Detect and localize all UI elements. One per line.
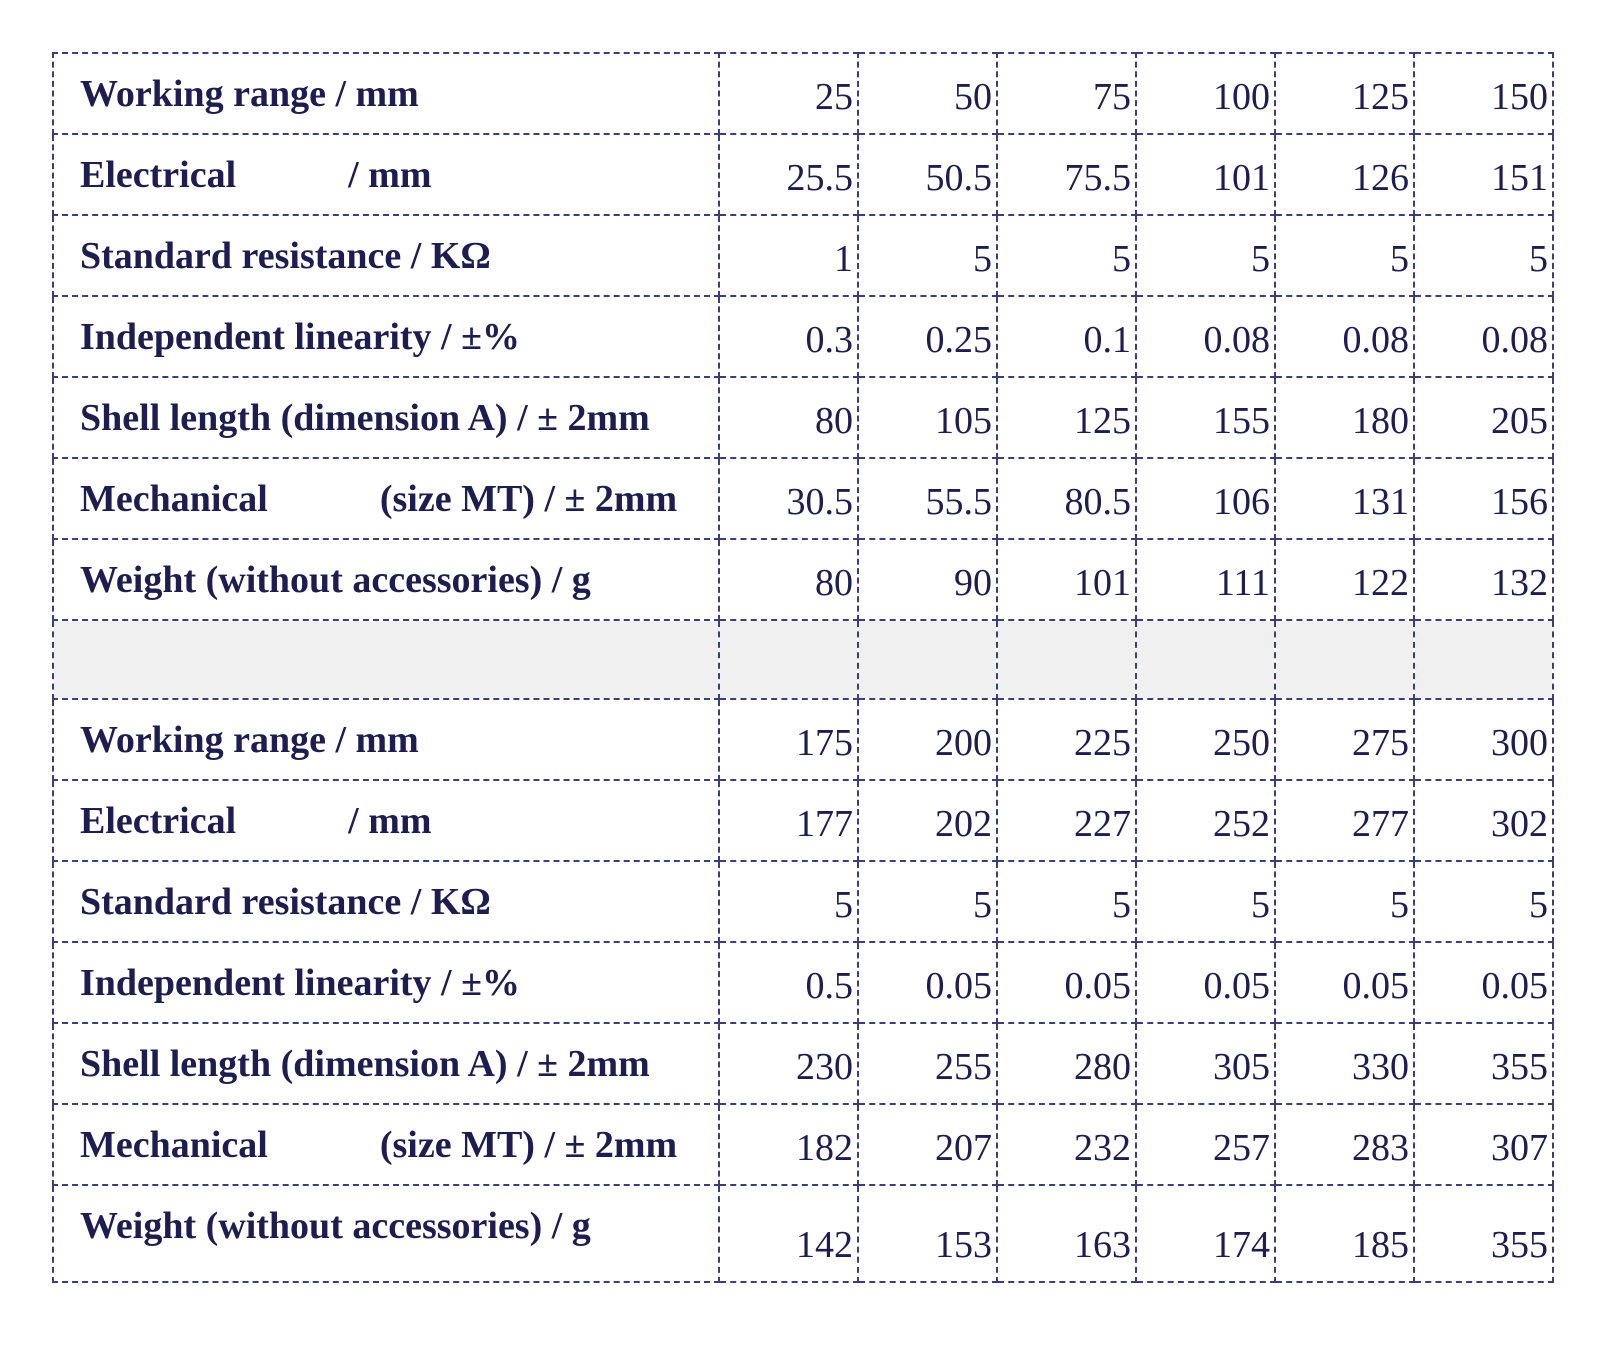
- table-cell: 101: [1136, 134, 1275, 215]
- table-cell: 30.5: [719, 458, 858, 539]
- row-label-part: / mm: [348, 153, 432, 196]
- table-cell: 255: [858, 1023, 997, 1104]
- spec-table: [52, 52, 1554, 1283]
- empty-cell: [1414, 620, 1553, 699]
- table-cell: 101: [997, 539, 1136, 620]
- table-cell: 50: [858, 53, 997, 134]
- table-cell: 100: [1136, 53, 1275, 134]
- table-cell: 142: [719, 1185, 858, 1282]
- table-cell: 155: [1136, 377, 1275, 458]
- table-cell: 5: [1414, 215, 1553, 296]
- table-row: [53, 780, 1553, 861]
- table-cell: 5: [858, 215, 997, 296]
- empty-cell: [1136, 620, 1275, 699]
- table-row: [53, 942, 1553, 1023]
- table-cell: 111: [1136, 539, 1275, 620]
- table-cell: 174: [1136, 1185, 1275, 1282]
- table-cell: 177: [719, 780, 858, 861]
- row-label: [53, 458, 719, 539]
- table-cell: 227: [997, 780, 1136, 861]
- table-cell: 180: [1275, 377, 1414, 458]
- table-cell: 182: [719, 1104, 858, 1185]
- row-label: Independent linearity / ±%: [53, 296, 719, 377]
- table-row: [53, 296, 1553, 377]
- table-cell: 0.5: [719, 942, 858, 1023]
- table-cell: 0.08: [1275, 296, 1414, 377]
- table-cell: 25: [719, 53, 858, 134]
- row-label: [53, 134, 719, 215]
- row-label: Shell length (dimension A) / ± 2mm: [53, 377, 719, 458]
- table-row: [53, 861, 1553, 942]
- table-cell: 185: [1275, 1185, 1414, 1282]
- table-cell: 125: [1275, 53, 1414, 134]
- table-cell: 0.1: [997, 296, 1136, 377]
- row-label-part: / mm: [348, 799, 432, 842]
- empty-cell: [1275, 620, 1414, 699]
- table-cell: 125: [997, 377, 1136, 458]
- table-row: [53, 215, 1553, 296]
- table-cell: 5: [1275, 861, 1414, 942]
- table-cell: 5: [997, 861, 1136, 942]
- table-cell: 275: [1275, 699, 1414, 780]
- table-cell: 1: [719, 215, 858, 296]
- row-label-part: Mechanical: [80, 1123, 268, 1166]
- table-cell: 5: [1136, 861, 1275, 942]
- row-label-part: (size MT) / ± 2mm: [379, 477, 678, 520]
- table-cell: 300: [1414, 699, 1553, 780]
- table-row: [53, 699, 1553, 780]
- empty-cell: [858, 620, 997, 699]
- table-cell: 0.05: [997, 942, 1136, 1023]
- table-cell: 126: [1275, 134, 1414, 215]
- table-row: [53, 53, 1553, 134]
- table-cell: 5: [997, 215, 1136, 296]
- table-cell: 0.3: [719, 296, 858, 377]
- table-cell: 80: [719, 539, 858, 620]
- table-cell: 307: [1414, 1104, 1553, 1185]
- table-cell: 225: [997, 699, 1136, 780]
- table-cell: 355: [1414, 1185, 1553, 1282]
- table-cell: 355: [1414, 1023, 1553, 1104]
- table-cell: 302: [1414, 780, 1553, 861]
- table-cell: 305: [1136, 1023, 1275, 1104]
- table-cell: 5: [1414, 861, 1553, 942]
- table-cell: 132: [1414, 539, 1553, 620]
- table-cell: 5: [1275, 215, 1414, 296]
- table-row: [53, 377, 1553, 458]
- table-cell: 330: [1275, 1023, 1414, 1104]
- table-cell: 175: [719, 699, 858, 780]
- row-label: Working range / mm: [53, 699, 719, 780]
- table-cell: 122: [1275, 539, 1414, 620]
- table-row: [53, 1185, 1553, 1282]
- table-row: [53, 134, 1553, 215]
- row-label-part: Electrical: [80, 799, 237, 842]
- table-cell: 90: [858, 539, 997, 620]
- row-label: Working range / mm: [53, 53, 719, 134]
- table-row: [53, 458, 1553, 539]
- table-cell: 5: [1136, 215, 1275, 296]
- table-cell: 0.08: [1414, 296, 1553, 377]
- table-row: [53, 1023, 1553, 1104]
- table-cell: 5: [858, 861, 997, 942]
- table-cell: 280: [997, 1023, 1136, 1104]
- table-cell: 55.5: [858, 458, 997, 539]
- row-label: Weight (without accessories) / g: [53, 1185, 719, 1282]
- table-cell: 153: [858, 1185, 997, 1282]
- table-cell: 232: [997, 1104, 1136, 1185]
- table-cell: 50.5: [858, 134, 997, 215]
- empty-cell: [53, 620, 719, 699]
- row-label: Standard resistance / KΩ: [53, 215, 719, 296]
- table-cell: 250: [1136, 699, 1275, 780]
- table-cell: 80: [719, 377, 858, 458]
- row-label: Weight (without accessories) / g: [53, 539, 719, 620]
- empty-cell: [997, 620, 1136, 699]
- table-cell: 205: [1414, 377, 1553, 458]
- row-label: [53, 1104, 719, 1185]
- table-cell: 283: [1275, 1104, 1414, 1185]
- row-label: [53, 780, 719, 861]
- table-row: [53, 1104, 1553, 1185]
- row-label-part: Mechanical: [80, 477, 268, 520]
- row-label-part: Electrical: [80, 153, 237, 196]
- row-label: Standard resistance / KΩ: [53, 861, 719, 942]
- table-cell: 75: [997, 53, 1136, 134]
- table-cell: 150: [1414, 53, 1553, 134]
- table-cell: 25.5: [719, 134, 858, 215]
- table-cell: 200: [858, 699, 997, 780]
- table-cell: 0.05: [1414, 942, 1553, 1023]
- table-cell: 0.05: [858, 942, 997, 1023]
- table-cell: 0.05: [1275, 942, 1414, 1023]
- table-cell: 156: [1414, 458, 1553, 539]
- row-label: Shell length (dimension A) / ± 2mm: [53, 1023, 719, 1104]
- table-cell: 0.25: [858, 296, 997, 377]
- table-cell: 80.5: [997, 458, 1136, 539]
- table-cell: 0.08: [1136, 296, 1275, 377]
- table-cell: 151: [1414, 134, 1553, 215]
- table-cell: 75.5: [997, 134, 1136, 215]
- table-cell: 230: [719, 1023, 858, 1104]
- table-cell: 0.05: [1136, 942, 1275, 1023]
- table-cell: 131: [1275, 458, 1414, 539]
- table-cell: 106: [1136, 458, 1275, 539]
- row-label-part: (size MT) / ± 2mm: [379, 1123, 678, 1166]
- table-cell: 105: [858, 377, 997, 458]
- table-cell: 277: [1275, 780, 1414, 861]
- empty-cell: [719, 620, 858, 699]
- table-cell: 202: [858, 780, 997, 861]
- table-cell: 5: [719, 861, 858, 942]
- table-row: [53, 539, 1553, 620]
- table-cell: 257: [1136, 1104, 1275, 1185]
- table-cell: 207: [858, 1104, 997, 1185]
- table-cell: 163: [997, 1185, 1136, 1282]
- separator-row: [53, 620, 1553, 699]
- row-label: Independent linearity / ±%: [53, 942, 719, 1023]
- table-cell: 252: [1136, 780, 1275, 861]
